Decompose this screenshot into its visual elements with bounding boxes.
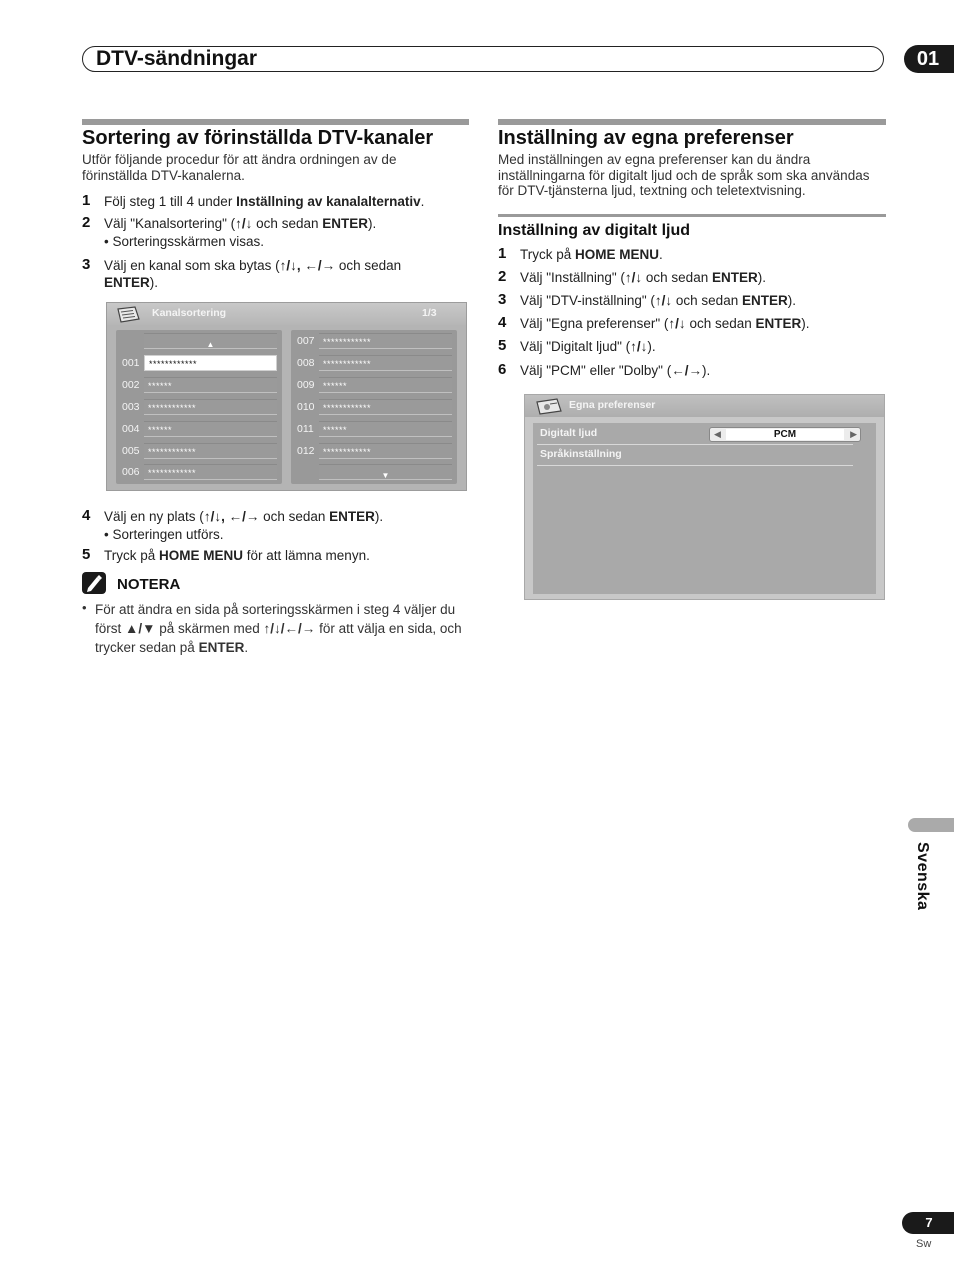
channel-number: 005 [122, 445, 140, 457]
row-divider [537, 465, 853, 466]
arrow-updown-icon: ↑/↓ [654, 293, 673, 308]
note-bullet: • [82, 600, 87, 615]
arrow-keys-icon: ↑/↓/←/→ [263, 621, 316, 636]
scroll-down-button[interactable] [319, 464, 452, 480]
language-side-tab [908, 818, 954, 832]
tv-menu-icon [115, 305, 143, 325]
right-intro: Med inställningen av egna preferenser kan du ändra inställningarna för digitalt ljud och de språk som ska användas för DTV-tjänsterna ljud, textning och teletextvisning. [498, 152, 870, 198]
left-step-2-bullet: • Sorteringsskärmen visas. [104, 234, 265, 249]
triangle-updown-icon: ▲/▼ [125, 621, 156, 636]
channel-slot[interactable]: ****** [319, 377, 452, 393]
left-section-bar [82, 119, 469, 125]
left-section-title: Sortering av förinställda DTV-kanaler [82, 127, 434, 149]
channel-slot[interactable]: ****** [144, 421, 277, 437]
channel-sort-screen [106, 302, 467, 491]
channel-slot[interactable]: ************ [319, 355, 452, 371]
left-intro: Utför följande procedur för att ändra ordningen av de förinställda DTV-kanalerna. [82, 152, 397, 183]
preferences-panel [533, 423, 876, 594]
right-subsection-rule [498, 214, 886, 217]
channel-slot[interactable]: ************ [144, 399, 277, 415]
preferences-title: Egna preferenser [569, 399, 656, 411]
channel-number: 010 [297, 401, 315, 413]
arrow-updown-icon: ↑/↓ [624, 270, 643, 285]
left-step-4-bullet: • Sorteringen utförs. [104, 527, 224, 542]
language-side-label: Svenska [914, 842, 931, 911]
arrow-keys-icon: ↑/↓, ←/→ [203, 509, 260, 524]
channel-slot[interactable]: ************ [319, 443, 452, 459]
channel-list-panel-2 [291, 330, 457, 484]
channel-number: 003 [122, 401, 140, 413]
arrow-left-icon[interactable]: ◀ [714, 429, 721, 439]
channel-sort-titlebar [107, 303, 466, 325]
page-title: DTV-sändningar [96, 47, 258, 70]
note-pencil-icon [82, 572, 106, 594]
channel-number: 001 [122, 357, 140, 369]
arrow-updown-icon: ↑/↓ [630, 339, 648, 354]
note-title: NOTERA [117, 576, 181, 593]
scroll-up-button[interactable] [144, 333, 277, 349]
triangle-up-icon: ▲ [206, 340, 215, 349]
arrow-updown-icon: ↑/↓ [235, 216, 253, 231]
arrow-right-icon[interactable]: ▶ [850, 429, 857, 439]
tv-menu-icon [535, 396, 563, 416]
language-setting-label[interactable]: Språkinställning [540, 448, 622, 460]
channel-slot[interactable]: ****** [144, 377, 277, 393]
arrow-keys-icon: ↑/↓, ←/→ [279, 258, 336, 273]
channel-number: 007 [297, 335, 315, 347]
channel-number: 011 [297, 423, 314, 435]
channel-slot[interactable]: ************ [144, 443, 277, 459]
channel-slot[interactable]: ****** [319, 421, 452, 437]
page-language-code: Sw [916, 1238, 932, 1250]
channel-sort-title: Kanalsortering [152, 307, 227, 319]
digital-audio-value: PCM [726, 429, 844, 440]
digital-audio-selector[interactable] [709, 427, 861, 442]
arrow-leftright-icon: ←/→ [671, 363, 702, 378]
right-subsection-title: Inställning av digitalt ljud [498, 222, 691, 239]
arrow-updown-icon: ↑/↓ [668, 316, 686, 331]
channel-number: 009 [297, 379, 315, 391]
page-number: 7 [902, 1212, 954, 1234]
channel-slot[interactable]: ************ [319, 333, 452, 349]
right-section-bar [498, 119, 886, 125]
channel-sort-page: 1/3 [422, 307, 437, 319]
channel-slot[interactable]: ************ [319, 399, 452, 415]
note-text: För att ändra en sida på sorteringsskärmen i steg 4 väljer du först ▲/▼ på skärmen med ↑/↓/←/→ för att välja en sida, och trycker sedan på ENTER. [95, 602, 462, 655]
channel-number: 006 [122, 466, 140, 478]
triangle-down-icon: ▼ [381, 471, 390, 480]
chapter-badge: 01 [904, 45, 954, 73]
row-divider [537, 444, 853, 445]
right-section-title: Inställning av egna preferenser [498, 127, 794, 149]
channel-number: 008 [297, 357, 315, 369]
channel-slot[interactable]: ************ [144, 464, 277, 480]
channel-number: 002 [122, 379, 140, 391]
channel-slot[interactable]: ************ [144, 355, 277, 371]
channel-number: 004 [122, 423, 140, 435]
channel-list-panel-1 [116, 330, 282, 484]
channel-number: 012 [297, 445, 315, 457]
digital-audio-label: Digitalt ljud [540, 427, 598, 439]
preferences-screen [524, 394, 885, 600]
preferences-titlebar [525, 395, 884, 417]
